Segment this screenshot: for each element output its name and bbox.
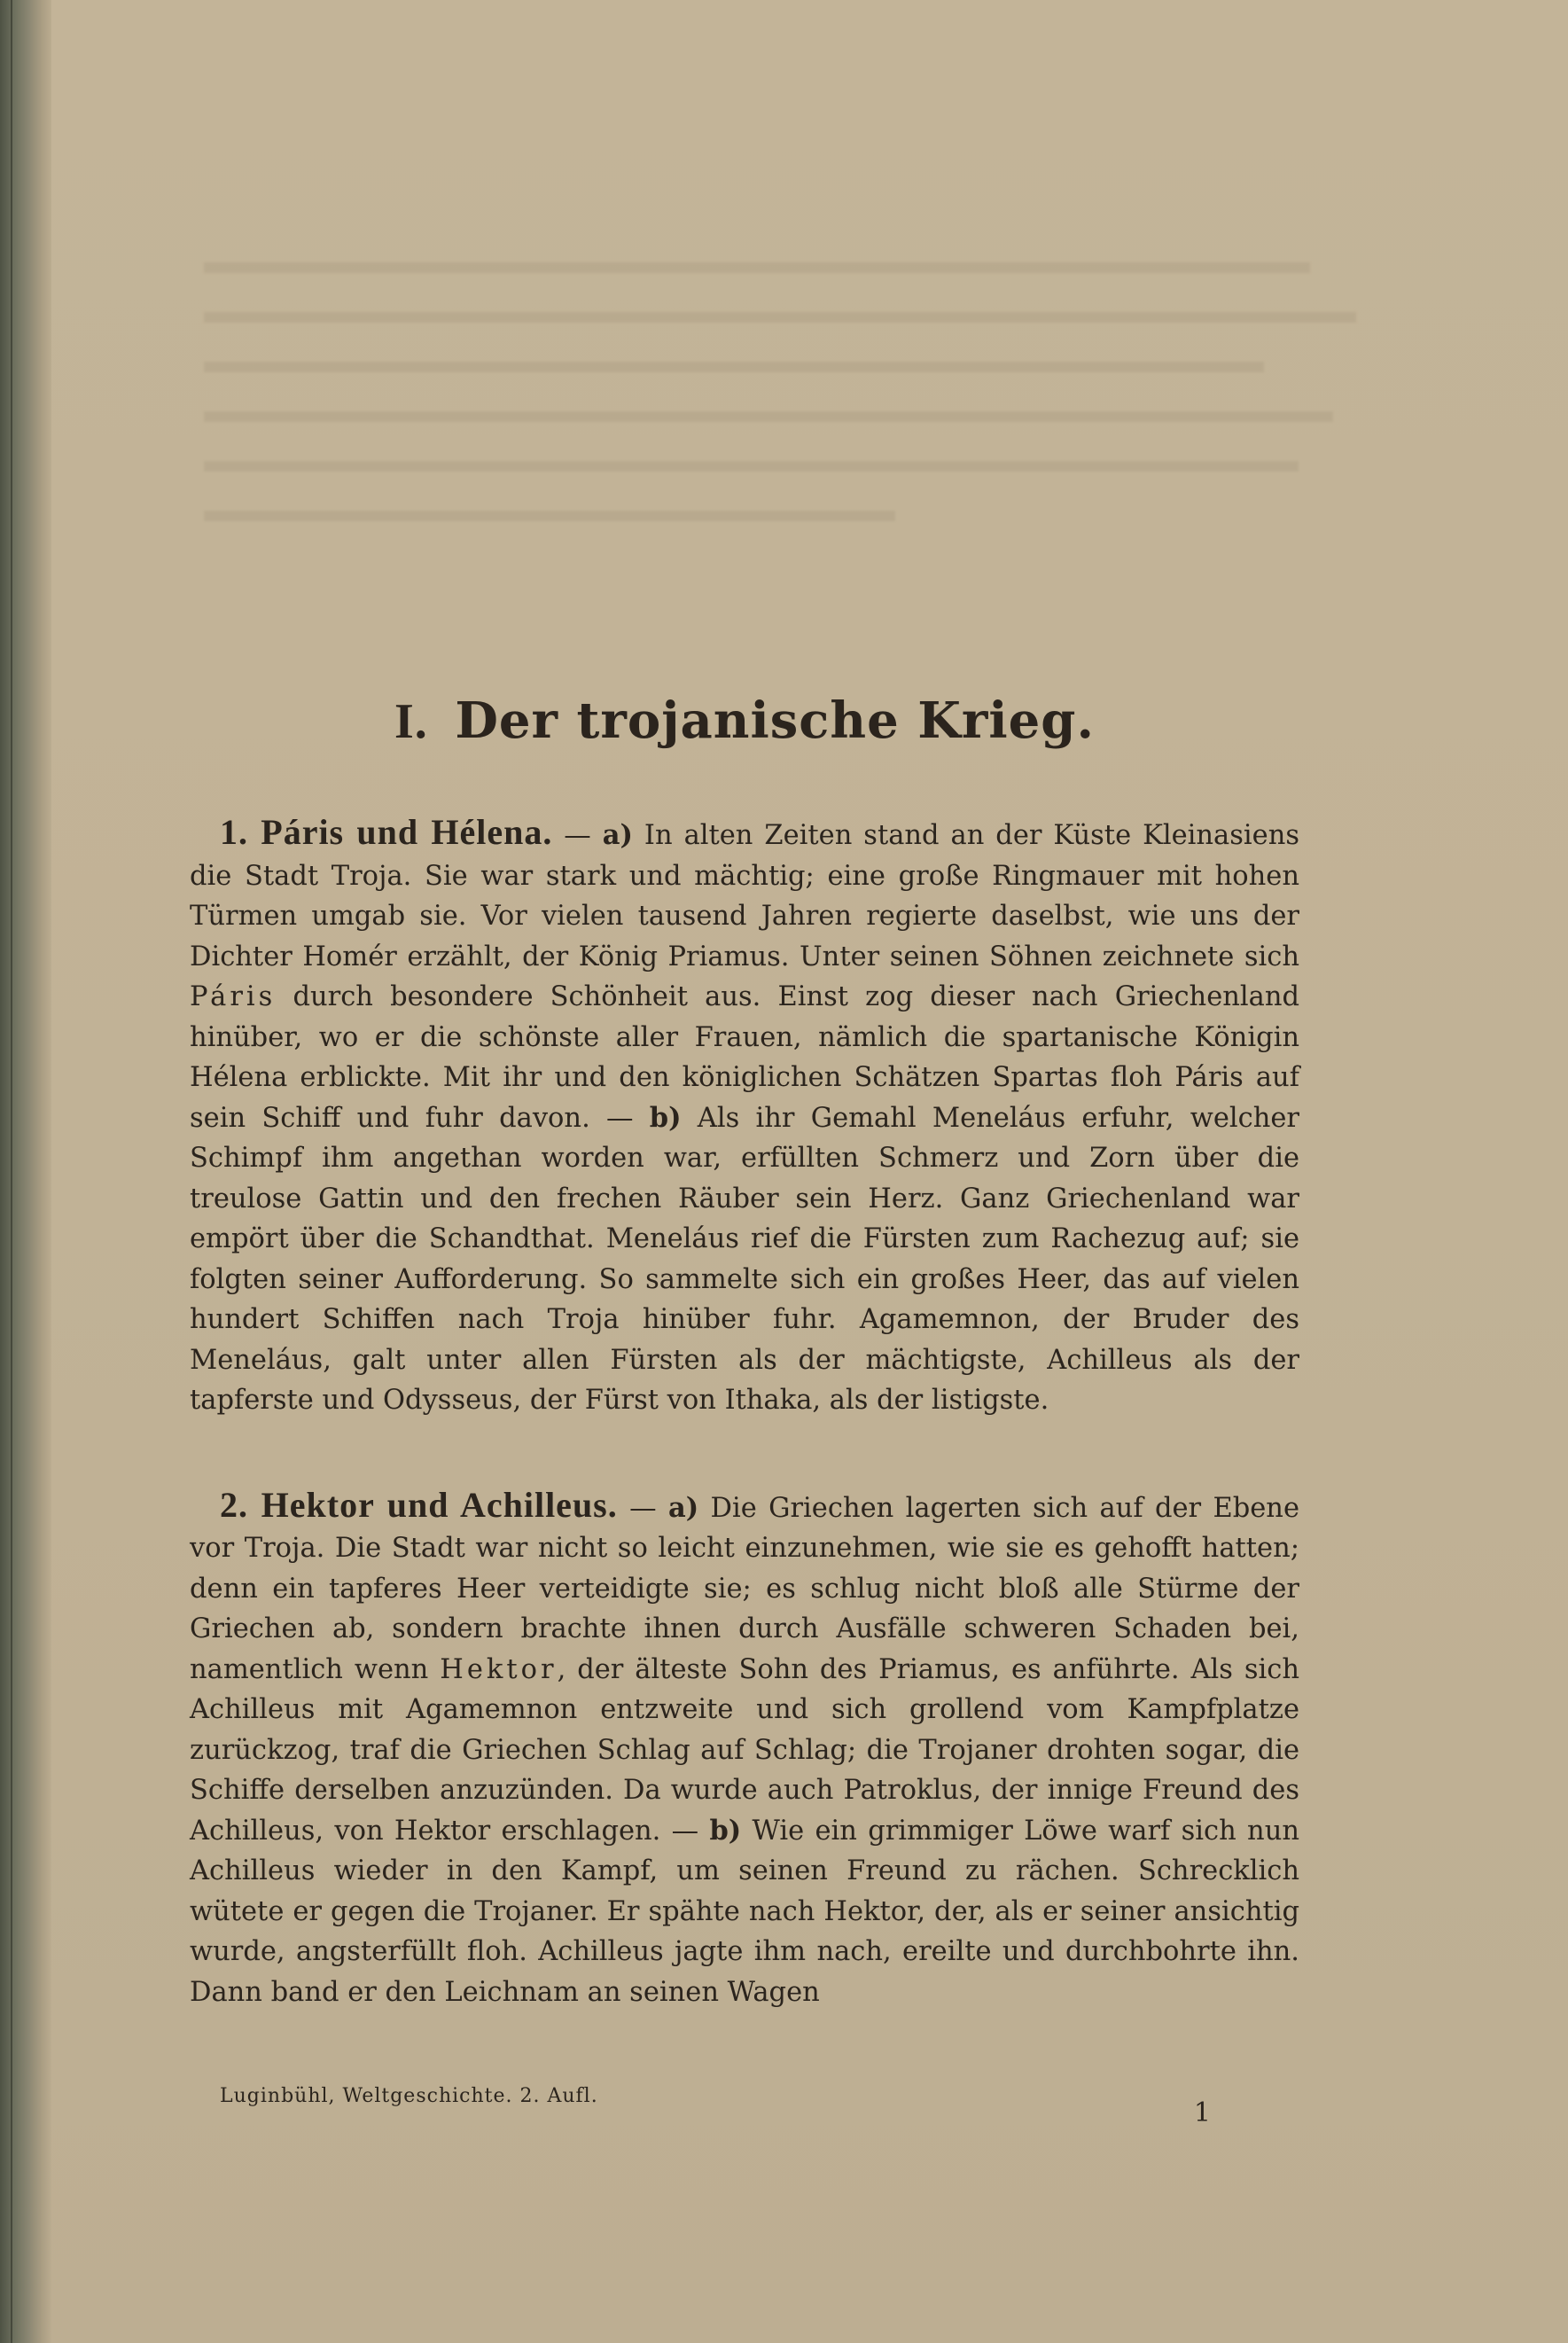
text-a-part1: In alten Zeiten stand an der Küste Kleinasiens die Stadt Troja. Sie war stark und mächtig; eine große Ringmauer mit hohen Türmen umgab sie. Vor vielen tausend Jahren regierte daselbst, wie uns der Dichter Homér erzählt, der König Priamus. Unter seinen Söhnen zeichnete sich [190,820,1299,972]
enum-a: a) [667,1491,699,1524]
text-a-part1: Die Griechen lagerten sich auf der Ebene vor Troja. Die Stadt war nicht so leicht einzunehmen, wie sie es gehofft hatten; denn ein tapferes Heer verteidigte sie; es schlug nicht bloß alle Stürme der Griechen ab, sondern brachte ihnen durch Ausfälle schweren Schaden bei, namentlich wenn [190,1492,1299,1685]
section-1-title: 1. Páris und Hélena. [220,812,553,852]
spine-edge [11,0,12,2343]
dash: — [617,1492,668,1524]
dash: — [660,1815,710,1847]
section-gap [190,1421,1299,1485]
page-number: 1 [1193,2097,1211,2128]
section-1-paragraph [190,812,1299,1421]
section-2-paragraph [190,1485,1299,2013]
printer-signature: Luginbühl, Weltgeschichte. 2. Aufl. [220,2085,598,2107]
text-b: Wie ein grimmiger Löwe warf sich nun Achilleus wieder in den Kampf, um seinen Freund zu rächen. Schrecklich wütete er gegen die Trojaner. Er spähte nach Hektor, der, als er seiner ansichtig wurde, angsterfüllt floh. Achilleus jagte ihm nach, ereilte und durchbohrte ihn. Dann band er den Leichnam an seinen Wagen [190,1815,1299,2008]
book-spine [0,0,51,2343]
name-hektor: Hektor [440,1653,558,1685]
section-2-title: 2. Hektor und Achilleus. [220,1484,618,1525]
page-content [190,691,1299,2012]
chapter-number: I. [394,694,428,749]
text-b: Als ihr Gemahl Meneláus erfuhr, welcher Schimpf ihm angethan worden war, erfüllten Schmerz und Zorn über die treulose Gattin und den frechen Räuber sein Herz. Ganz Griechenland war empört über die Schandthat. Meneláus rief die Fürsten zum Rachezug auf; sie folgten seiner Aufforderung. So sammelte sich ein großes Heer, das auf vielen hundert Schiffen nach Troja hinüber fuhr. Agamemnon, der Bruder des Meneláus, galt unter allen Fürsten als der mächtigste, Achilleus als der tapferste und Odysseus, der Fürst von Ithaka, als der listigste. [190,1102,1299,1416]
text-a-part2: , der älteste Sohn des Priamus, es anführte. Als sich Achilleus mit Agamemnon entzweite und sich grollend vom Kampfplatze zurückzog, traf die Griechen Schlag auf Schlag; die Trojaner drohten sogar, die Schiffe derselben anzuzünden. Da wurde auch Patroklus, der innige Freund des Achilleus, von Hektor erschlagen. [190,1653,1299,1847]
name-paris: Páris [190,981,277,1012]
enum-b: b) [709,1814,742,1847]
chapter-heading [190,691,1299,750]
show-through [204,239,1356,647]
enum-a: a) [602,819,633,851]
enum-b: b) [649,1101,682,1134]
dash: — [589,1102,650,1134]
text-a-part2: durch besondere Schönheit aus. Einst zog dieser nach Griechenland hinüber, wo er die schönste aller Frauen, nämlich die spartanische Königin Hélena erblickte. Mit ihr und den königlichen Schätzen Spartas floh Páris auf sein Schiff und fuhr davon. [190,981,1299,1134]
dash: — [552,820,603,851]
chapter-title: Der trojanische Krieg. [455,691,1095,750]
